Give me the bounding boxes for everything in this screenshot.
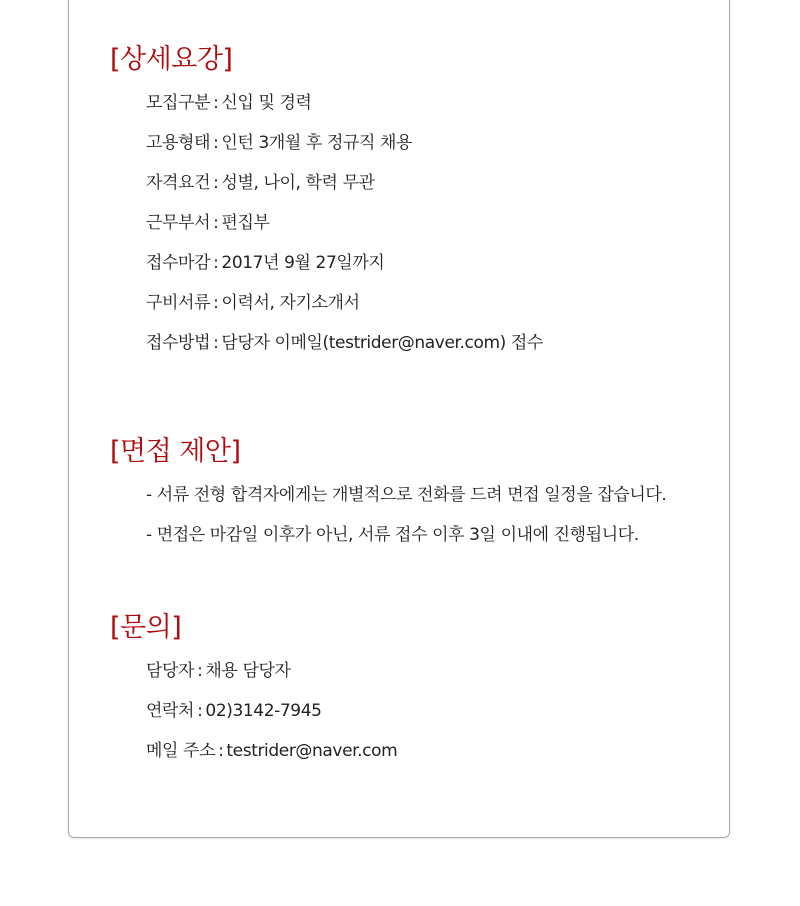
label-separator: : [213,93,219,113]
detail-label: 접수방법 [146,333,211,353]
label-separator: : [213,173,219,193]
detail-value: 담당자 이메일(testrider@naver.com) 접수 [221,333,543,353]
detail-label: 접수마감 [146,253,211,273]
detail-value: 2017년 9월 27일까지 [221,253,385,273]
detail-qualification [146,172,375,194]
inquiry-label: 연락처 [146,701,195,721]
detail-deadline [146,252,384,274]
inquiry-phone [146,700,322,722]
interview-note-1: - 서류 전형 합격자에게는 개별적으로 전화를 드려 면접 일정을 잡습니다. [146,485,667,505]
label-separator: : [213,293,219,313]
inquiry-label: 메일 주소 [146,741,216,761]
inquiry-value: testrider@naver.com [226,741,398,761]
detail-label: 모집구분 [146,93,211,113]
label-separator: : [213,133,219,153]
label-separator: : [197,701,203,721]
detail-label: 구비서류 [146,293,211,313]
detail-label: 고용형태 [146,133,211,153]
inquiry-value: 채용 담당자 [205,661,291,681]
detail-recruitment-type [146,92,312,114]
label-separator: : [197,661,203,681]
section-title-inquiry: [문의] [110,612,182,643]
detail-value: 이력서, 자기소개서 [221,293,360,313]
label-separator: : [213,253,219,273]
label-separator: : [213,333,219,353]
detail-documents [146,292,360,314]
section-title-details: [상세요강] [110,44,233,75]
section-title-interview: [면접 제안] [110,436,241,467]
inquiry-email [146,740,397,762]
detail-application-method [146,332,543,354]
detail-employment-type [146,132,412,154]
detail-value: 성별, 나이, 학력 무관 [221,173,375,193]
detail-value: 편집부 [221,213,270,233]
inquiry-contact-person [146,660,291,682]
detail-label: 근무부서 [146,213,211,233]
label-separator: : [218,741,224,761]
label-separator: : [213,213,219,233]
detail-department [146,212,270,234]
detail-value: 신입 및 경력 [221,93,312,113]
detail-label: 자격요건 [146,173,211,193]
inquiry-label: 담당자 [146,661,195,681]
interview-note-2: - 면접은 마감일 이후가 아닌, 서류 접수 이후 3일 이내에 진행됩니다. [146,525,639,545]
detail-value: 인턴 3개월 후 정규직 채용 [221,133,413,153]
inquiry-value: 02)3142-7945 [205,701,322,721]
